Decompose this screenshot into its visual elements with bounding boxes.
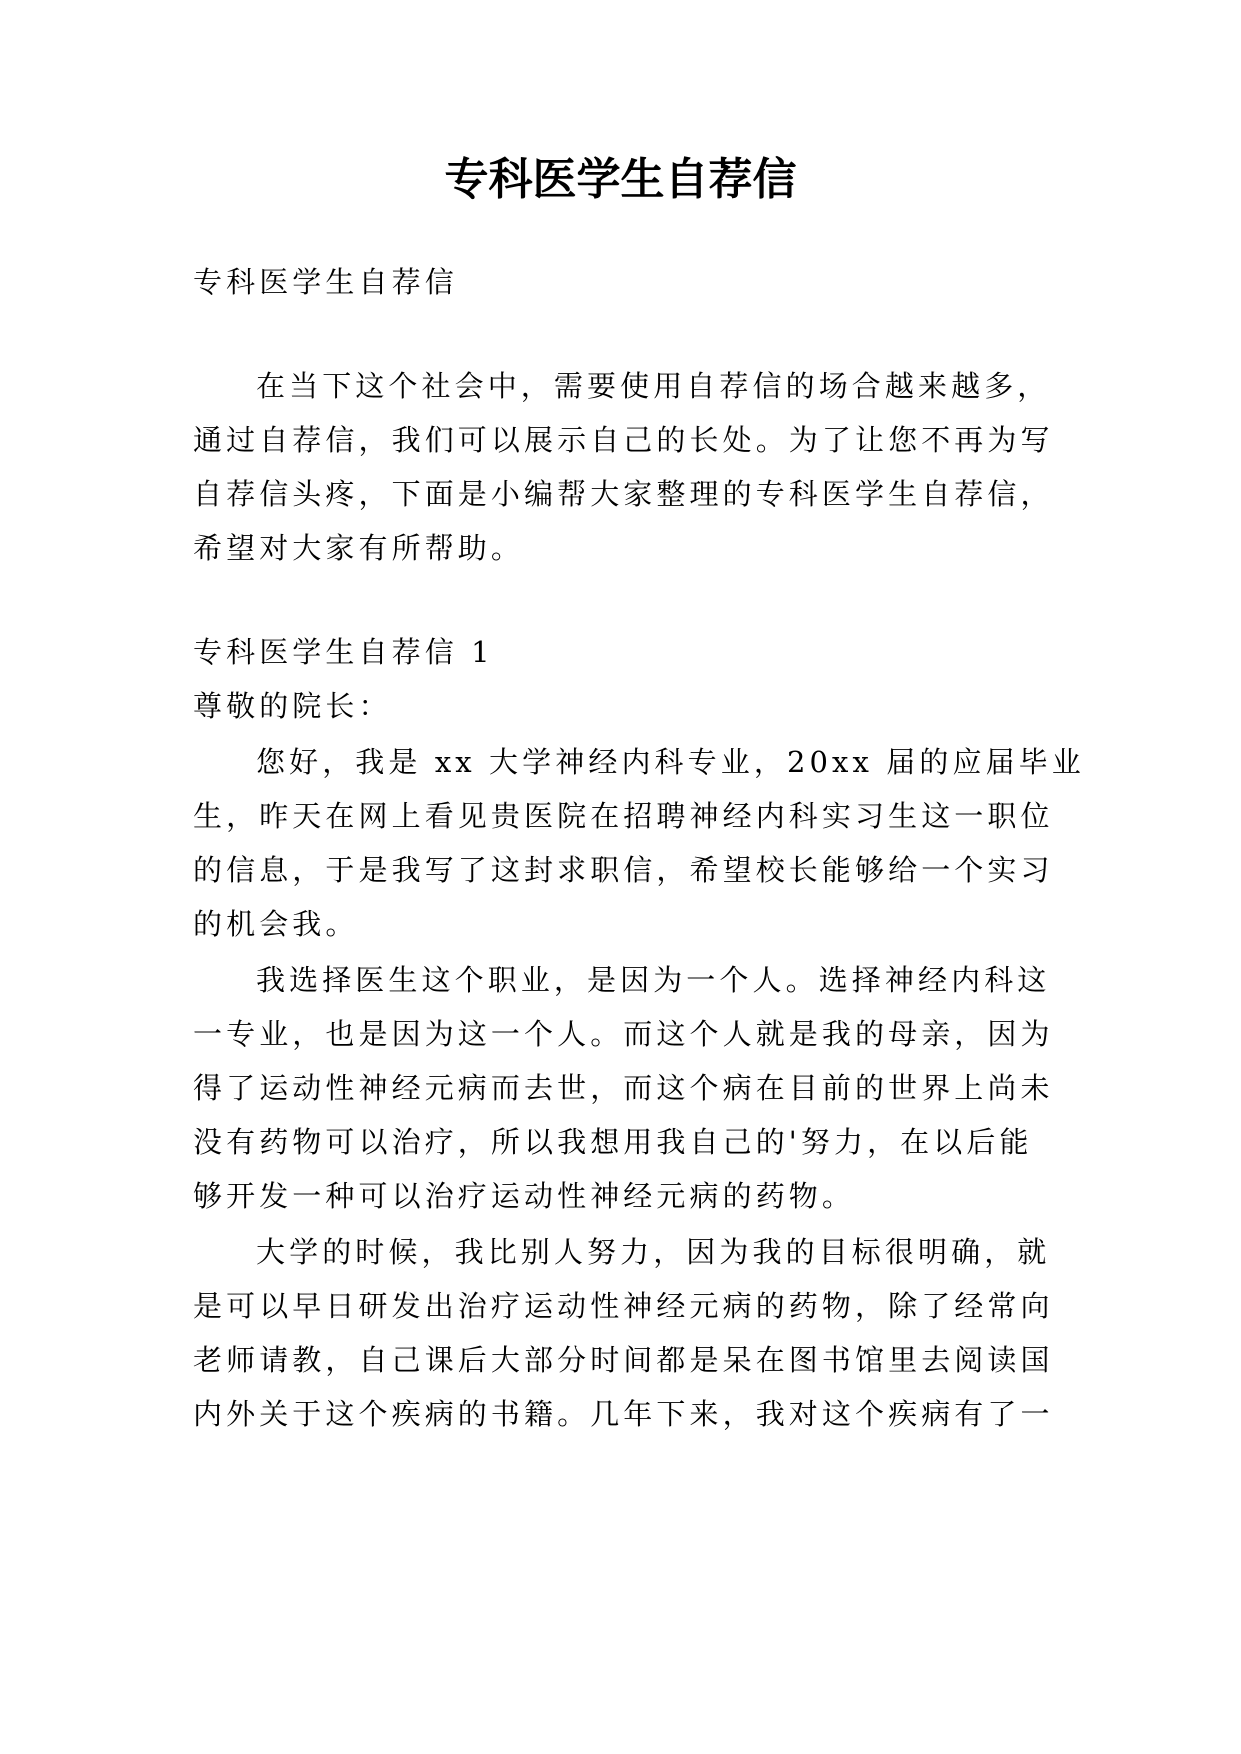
intro-line-3: 自荐信头疼，下面是小编帮大家整理的专科医学生自荐信， [193, 477, 1054, 511]
paragraph2-line-5: 够开发一种可以治疗运动性神经元病的药物。 [193, 1179, 856, 1213]
paragraph1-line-4: 的机会我。 [193, 907, 359, 941]
paragraph1-line-1: 您好，我是 xx 大学神经内科专业，20xx 届的应届毕业 [256, 745, 1085, 779]
intro-line-1: 在当下这个社会中，需要使用自荐信的场合越来越多， [256, 369, 1051, 403]
section-title: 专科医学生自荐信 1 [193, 635, 494, 669]
paragraph3-line-2: 是可以早日研发出治疗运动性神经元病的药物，除了经常向 [193, 1289, 1054, 1323]
paragraph1-line-3: 的信息，于是我写了这封求职信，希望校长能够给一个实习 [193, 853, 1054, 887]
paragraph3-line-3: 老师请教，自己课后大部分时间都是呆在图书馆里去阅读国 [193, 1343, 1054, 1377]
intro-line-4: 希望对大家有所帮助。 [193, 531, 525, 565]
paragraph3-line-4: 内外关于这个疾病的书籍。几年下来，我对这个疾病有了一 [193, 1397, 1054, 1431]
paragraph2-line-1: 我选择医生这个职业，是因为一个人。选择神经内科这 [256, 963, 1051, 997]
salutation: 尊敬的院长： [193, 689, 392, 723]
intro-line-2: 通过自荐信，我们可以展示自己的长处。为了让您不再为写 [193, 423, 1054, 457]
paragraph2-line-3: 得了运动性神经元病而去世，而这个病在目前的世界上尚未 [193, 1071, 1054, 1105]
paragraph1-line-2: 生，昨天在网上看见贵医院在招聘神经内科实习生这一职位 [193, 799, 1054, 833]
document-title: 专科医学生自荐信 [444, 154, 797, 205]
paragraph2-line-2: 一专业，也是因为这一个人。而这个人就是我的母亲，因为 [193, 1017, 1054, 1051]
paragraph3-line-1: 大学的时候，我比别人努力，因为我的目标很明确，就 [256, 1235, 1051, 1269]
paragraph2-line-4: 没有药物可以治疗，所以我想用我自己的'努力，在以后能 [193, 1125, 1033, 1159]
document-heading: 专科医学生自荐信 [193, 265, 458, 299]
